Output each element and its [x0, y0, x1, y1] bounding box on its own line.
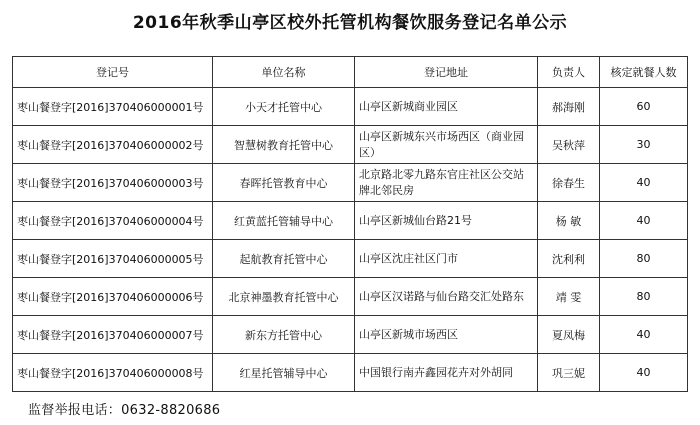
page-title: 2016年秋季山亭区校外托管机构餐饮服务登记名单公示 [132, 13, 568, 33]
person-in-charge-cell: 徐春生 [538, 164, 600, 202]
address-cell: 山亭区新城东兴市场西区（商业园区） [355, 126, 538, 164]
table-row [13, 164, 688, 202]
approved-diners-cell: 40 [600, 202, 688, 240]
registration-number-cell: 枣山餐登字[2016]370406000002号 [13, 126, 213, 164]
table-row [13, 126, 688, 164]
address-cell: 山亭区新城市场西区 [355, 316, 538, 354]
header-registration-number: 登记号 [13, 57, 213, 88]
hotline-text: 监督举报电话：0632-8820686 [28, 403, 221, 418]
header-address: 登记地址 [355, 57, 538, 88]
address-cell: 山亭区汉诺路与仙台路交汇处路东 [355, 278, 538, 316]
person-in-charge-cell: 靖 雯 [538, 278, 600, 316]
unit-name-cell: 智慧树教育托管中心 [213, 126, 355, 164]
registration-number-cell: 枣山餐登字[2016]370406000007号 [13, 316, 213, 354]
table-row [13, 88, 688, 126]
person-in-charge-cell: 夏凤梅 [538, 316, 600, 354]
table-row [13, 202, 688, 240]
table-row [13, 240, 688, 278]
address-cell: 中国银行南卉鑫园花卉对外胡同 [355, 354, 538, 392]
person-in-charge-cell: 杨 敏 [538, 202, 600, 240]
address-cell: 山亭区沈庄社区门市 [355, 240, 538, 278]
approved-diners-cell: 40 [600, 316, 688, 354]
approved-diners-cell: 30 [600, 126, 688, 164]
person-in-charge-cell: 郝海刚 [538, 88, 600, 126]
address-cell: 北京路北零九路东官庄社区公交站牌北邻民房 [355, 164, 538, 202]
registration-number-cell: 枣山餐登字[2016]370406000004号 [13, 202, 213, 240]
person-in-charge-cell: 吴秋萍 [538, 126, 600, 164]
address-cell: 山亭区新城商业园区 [355, 88, 538, 126]
registration-number-cell: 枣山餐登字[2016]370406000006号 [13, 278, 213, 316]
person-in-charge-cell: 巩三妮 [538, 354, 600, 392]
approved-diners-cell: 80 [600, 278, 688, 316]
table-row [13, 354, 688, 392]
address-cell: 山亭区新城仙台路21号 [355, 202, 538, 240]
unit-name-cell: 红星托管辅导中心 [213, 354, 355, 392]
approved-diners-cell: 80 [600, 240, 688, 278]
unit-name-cell: 新东方托管中心 [213, 316, 355, 354]
table-header-row [13, 57, 688, 88]
unit-name-cell: 小天才托管中心 [213, 88, 355, 126]
header-person-in-charge: 负责人 [538, 57, 600, 88]
unit-name-cell: 红黄蓝托管辅导中心 [213, 202, 355, 240]
approved-diners-cell: 40 [600, 354, 688, 392]
approved-diners-cell: 40 [600, 164, 688, 202]
registration-number-cell: 枣山餐登字[2016]370406000008号 [13, 354, 213, 392]
unit-name-cell: 起航教育托管中心 [213, 240, 355, 278]
registration-number-cell: 枣山餐登字[2016]370406000001号 [13, 88, 213, 126]
registration-number-cell: 枣山餐登字[2016]370406000005号 [13, 240, 213, 278]
approved-diners-cell: 60 [600, 88, 688, 126]
header-unit-name: 单位名称 [213, 57, 355, 88]
header-approved-diners: 核定就餐人数 [600, 57, 688, 88]
registration-number-cell: 枣山餐登字[2016]370406000003号 [13, 164, 213, 202]
table-row [13, 316, 688, 354]
unit-name-cell: 春晖托管教育中心 [213, 164, 355, 202]
registry-table [12, 56, 688, 392]
person-in-charge-cell: 沈利利 [538, 240, 600, 278]
unit-name-cell: 北京神墨教育托管中心 [213, 278, 355, 316]
table-row [13, 278, 688, 316]
